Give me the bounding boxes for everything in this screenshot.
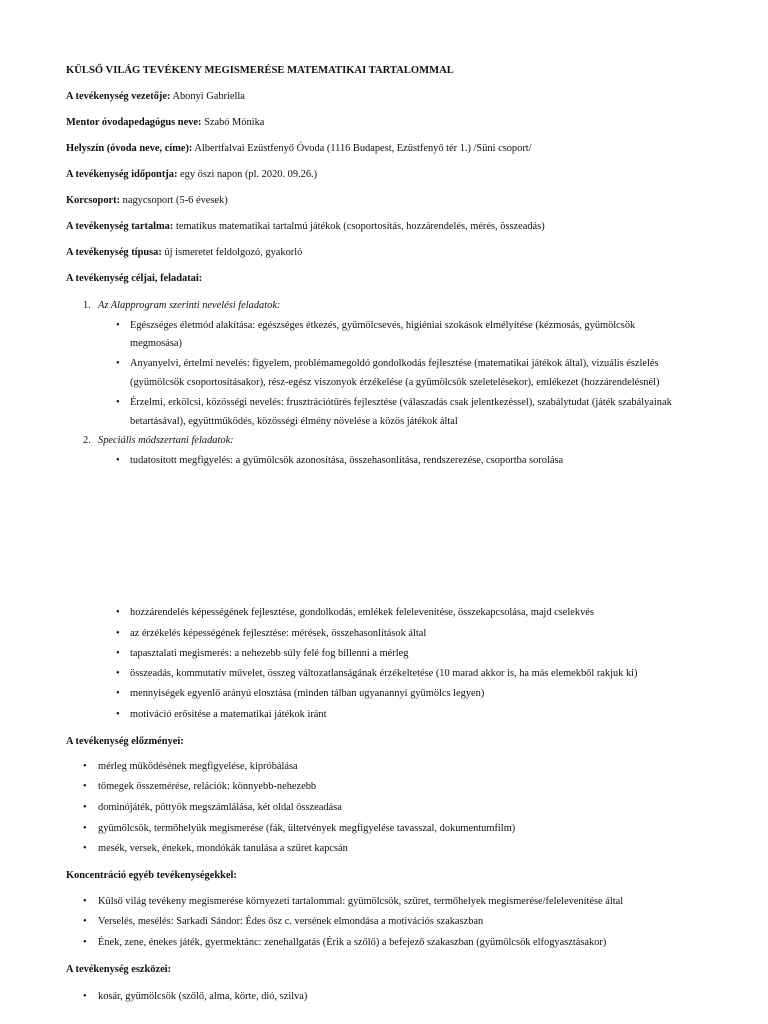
field-type xyxy=(66,246,302,260)
field-age-group xyxy=(66,194,228,208)
list-item: • tudatosított megfigyelés: a gyümölcsök azonosítása, összehasonlítása, rendszerezése, csoportba sorolása xyxy=(130,454,563,468)
field-label: A tevékenység időpontja: xyxy=(66,169,178,180)
list-item: • gyümölcsök, termőhelyük megismerése (fák, ültetvények megfigyelése tavasszal, dokumentumfilm) xyxy=(98,822,515,836)
list-item: • mérleg működésének megfigyelése, kipróbálása xyxy=(98,760,298,774)
list-item: • összeadás, kommutatív művelet, összeg változatlanságának érzékeltetése (10 marad akkor is, ha más elemekből rakjuk ki) xyxy=(130,667,638,681)
list-item: • mennyiségek egyenlő arányú elosztása (minden tálban ugyanannyi gyümölcs legyen) xyxy=(130,687,484,701)
field-value: Albertfalvai Ezüstfenyő Óvoda (1116 Budapest, Ezüstfenyő tér 1.) /Süni csoport/ xyxy=(192,143,532,154)
list-item: • Verselés, mesélés: Sarkadi Sándor: Édes ősz c. versének elmondása a motivációs szakaszban xyxy=(98,915,483,929)
field-date xyxy=(66,168,317,182)
field-label: Korcsoport: xyxy=(66,195,121,206)
field-label: A tevékenység típusa: xyxy=(66,247,162,258)
field-value: Abonyi Gabriella xyxy=(170,91,245,102)
section-heading-prerequisites: A tevékenység előzményei: xyxy=(66,736,184,747)
field-label: A tevékenység tartalma: xyxy=(66,221,174,232)
field-location xyxy=(66,142,532,156)
list-number: 2. xyxy=(83,435,91,446)
section-heading-concentration: Koncentráció egyéb tevékenységekkel: xyxy=(66,870,237,881)
list-item: • Külső világ tevékeny megismerése környezeti tartalommal: gyümölcsök, szüret, termőhelyek megismerése/felelevenítése által xyxy=(98,895,623,909)
goals-section-title: Speciális módszertani feladatok: xyxy=(98,435,234,446)
field-value: nagycsoport (5-6 évesek) xyxy=(120,195,228,206)
list-item: • tömegek összemérése, relációk: könnyebb-nehezebb xyxy=(98,780,316,794)
list-item: • kosár, gyümölcsök (szőlő, alma, körte, dió, szilva) xyxy=(98,990,307,1004)
field-value: tematikus matematikai tartalmú játékok (csoportosítás, hozzárendelés, mérés, összeadás) xyxy=(173,221,545,232)
field-value: egy őszi napon (pl. 2020. 09.26.) xyxy=(177,169,318,180)
list-item: • Ének, zene, énekes játék, gyermektánc: zenehallgatás (Érik a szőlő) a befejező szakaszban (gyümölcsök elfogyasztásakor) xyxy=(98,936,606,950)
field-leader xyxy=(66,90,245,104)
list-number: 1. xyxy=(83,300,91,311)
list-item: • az érzékelés képességének fejlesztése: mérések, összehasonlítások által xyxy=(130,627,426,641)
document-title: KÜLSŐ VILÁG TEVÉKENY MEGISMERÉSE MATEMATIKAI TARTALOMMAL xyxy=(66,65,454,76)
list-item-continuation: (gyümölcsök csoportosításakor), rész-egész viszonyok érzékelése (a gyümölcsök szeletelésekor), emlékezet (hozzárendelésnél) xyxy=(130,377,660,388)
list-item: • motiváció erősítése a matematikai játékok iránt xyxy=(130,708,326,722)
list-item: • Anyanyelvi, értelmi nevelés: figyelem, problémamegoldó gondolkodás fejlesztése (matematikai játékok által), vizuális észlelés xyxy=(130,357,659,371)
list-item-continuation: betartásával), együttműködés, közösségi élmény növelése a közös játékok által xyxy=(130,416,458,427)
field-label: A tevékenység vezetője: xyxy=(66,91,171,102)
field-value: új ismeretet feldolgozó, gyakorló xyxy=(161,247,303,258)
list-item-continuation: megmosása) xyxy=(130,338,182,349)
list-item: • tapasztalati megismerés: a nehezebb súly felé fog billenni a mérleg xyxy=(130,647,408,661)
list-item: • mesék, versek, énekek, mondókák tanulása a szüret kapcsán xyxy=(98,842,348,856)
list-item: • dominójáték, pöttyök megszámlálása, két oldal összeadása xyxy=(98,801,342,815)
field-value: Szabó Mónika xyxy=(201,117,265,128)
list-item: • Egészséges életmód alakítása: egészséges étkezés, gyümölcsevés, higiéniai szokások elmélyítése (kézmosás, gyümölcsök xyxy=(130,319,635,333)
field-goals xyxy=(66,272,202,286)
field-label: Mentor óvodapedagógus neve: xyxy=(66,117,202,128)
list-item: • hozzárendelés képességének fejlesztése, gondolkodás, emlékek felelevenítése, összekapcsolása, majd cselekvés xyxy=(130,606,594,620)
section-heading-tools: A tevékenység eszközei: xyxy=(66,964,172,975)
field-mentor xyxy=(66,116,264,130)
field-content xyxy=(66,220,545,234)
field-label: A tevékenység céljai, feladatai: xyxy=(66,273,203,284)
field-label: Helyszín (óvoda neve, címe): xyxy=(66,143,193,154)
list-item: • Érzelmi, erkölcsi, közösségi nevelés: frusztrációtűrés fejlesztése (válaszadás csak jelentkezéssel), szabálytudat (játék szabályainak xyxy=(130,396,672,410)
goals-section-title: Az Alapprogram szerinti nevelési feladatok: xyxy=(98,300,281,311)
